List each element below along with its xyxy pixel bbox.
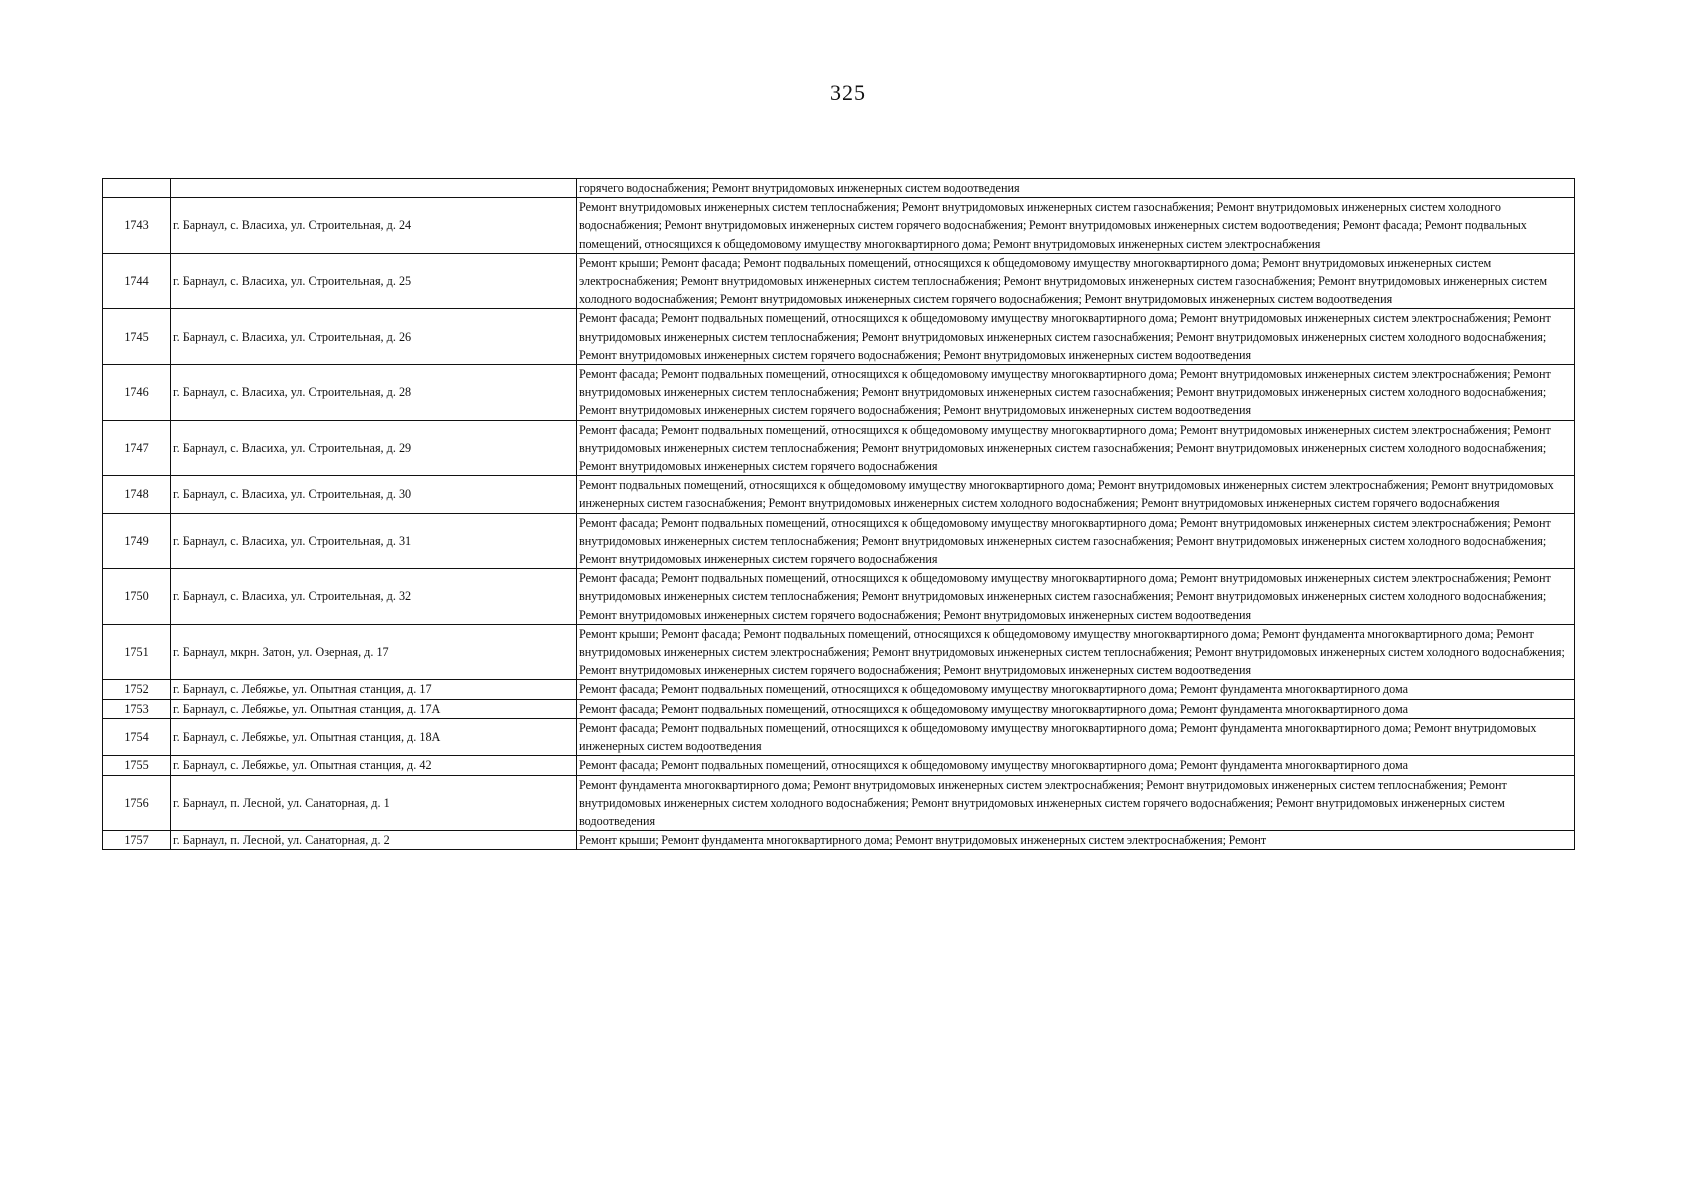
row-works: Ремонт фасада; Ремонт подвальных помещений, относящихся к общедомовому имуществу многоквартирного дома; Ремонт внутридомовых инженерных систем электроснабжения; Ремонт внутридомовых инженерных систем теплоснабжения; Ремонт внутридомовых инженерных систем газоснабжения; Ремонт внутридомовых инженерных систем холодного водоснабжения; Ремонт внутридомовых инженерных систем горячего водоснабжения; Ремонт внутридомовых инженерных систем водоотведения xyxy=(577,569,1575,625)
table-row xyxy=(103,831,1575,850)
table-row xyxy=(103,718,1575,755)
table-row xyxy=(103,420,1575,476)
row-number: 1745 xyxy=(103,309,171,365)
row-address: г. Барнаул, с. Власиха, ул. Строительная, д. 32 xyxy=(171,569,577,625)
row-works: Ремонт фасада; Ремонт подвальных помещений, относящихся к общедомовому имуществу многоквартирного дома; Ремонт фундамента многоквартирного дома xyxy=(577,756,1575,775)
row-address: г. Барнаул, с. Власиха, ул. Строительная, д. 26 xyxy=(171,309,577,365)
row-works: Ремонт фасада; Ремонт подвальных помещений, относящихся к общедомовому имуществу многоквартирного дома; Ремонт фундамента многоквартирного дома; Ремонт внутридомовых инженерных систем водоотведения xyxy=(577,718,1575,755)
page-number: 325 xyxy=(830,80,866,105)
row-works: Ремонт фасада; Ремонт подвальных помещений, относящихся к общедомовому имуществу многоквартирного дома; Ремонт внутридомовых инженерных систем электроснабжения; Ремонт внутридомовых инженерных систем теплоснабжения; Ремонт внутридомовых инженерных систем газоснабжения; Ремонт внутридомовых инженерных систем холодного водоснабжения; Ремонт внутридомовых инженерных систем горячего водоснабжения; Ремонт внутридомовых инженерных систем водоотведения xyxy=(577,309,1575,365)
table-row xyxy=(103,569,1575,625)
table-row xyxy=(103,179,1575,198)
table-row xyxy=(103,309,1575,365)
row-number: 1753 xyxy=(103,699,171,718)
row-works: Ремонт фасада; Ремонт подвальных помещений, относящихся к общедомовому имуществу многоквартирного дома; Ремонт внутридомовых инженерных систем электроснабжения; Ремонт внутридомовых инженерных систем теплоснабжения; Ремонт внутридомовых инженерных систем газоснабжения; Ремонт внутридомовых инженерных систем холодного водоснабжения; Ремонт внутридомовых инженерных систем горячего водоснабжения; Ремонт внутридомовых инженерных систем водоотведения xyxy=(577,365,1575,421)
row-works: Ремонт фасада; Ремонт подвальных помещений, относящихся к общедомовому имуществу многоквартирного дома; Ремонт фундамента многоквартирного дома xyxy=(577,699,1575,718)
table-row xyxy=(103,513,1575,569)
row-address: г. Барнаул, с. Власиха, ул. Строительная, д. 28 xyxy=(171,365,577,421)
table-row xyxy=(103,699,1575,718)
row-works: Ремонт фасада; Ремонт подвальных помещений, относящихся к общедомовому имуществу многоквартирного дома; Ремонт внутридомовых инженерных систем электроснабжения; Ремонт внутридомовых инженерных систем теплоснабжения; Ремонт внутридомовых инженерных систем газоснабжения; Ремонт внутридомовых инженерных систем холодного водоснабжения; Ремонт внутридомовых инженерных систем горячего водоснабжения xyxy=(577,420,1575,476)
row-address: г. Барнаул, с. Власиха, ул. Строительная, д. 24 xyxy=(171,198,577,254)
row-number: 1746 xyxy=(103,365,171,421)
row-number: 1754 xyxy=(103,718,171,755)
table-row xyxy=(103,680,1575,699)
table-row xyxy=(103,365,1575,421)
row-number: 1752 xyxy=(103,680,171,699)
table-row xyxy=(103,775,1575,831)
row-address: г. Барнаул, с. Лебяжье, ул. Опытная станция, д. 17А xyxy=(171,699,577,718)
table-row xyxy=(103,198,1575,254)
row-address: г. Барнаул, п. Лесной, ул. Санаторная, д. 1 xyxy=(171,775,577,831)
row-number xyxy=(103,179,171,198)
table-row xyxy=(103,476,1575,513)
row-works: горячего водоснабжения; Ремонт внутридомовых инженерных систем водоотведения xyxy=(577,179,1575,198)
row-number: 1751 xyxy=(103,624,171,680)
row-address: г. Барнаул, с. Власиха, ул. Строительная, д. 31 xyxy=(171,513,577,569)
row-address xyxy=(171,179,577,198)
table-row xyxy=(103,624,1575,680)
row-number: 1749 xyxy=(103,513,171,569)
row-number: 1755 xyxy=(103,756,171,775)
row-address: г. Барнаул, с. Лебяжье, ул. Опытная станция, д. 17 xyxy=(171,680,577,699)
row-works: Ремонт фасада; Ремонт подвальных помещений, относящихся к общедомовому имуществу многоквартирного дома; Ремонт внутридомовых инженерных систем электроснабжения; Ремонт внутридомовых инженерных систем теплоснабжения; Ремонт внутридомовых инженерных систем газоснабжения; Ремонт внутридомовых инженерных систем холодного водоснабжения; Ремонт внутридомовых инженерных систем горячего водоснабжения xyxy=(577,513,1575,569)
row-address: г. Барнаул, с. Лебяжье, ул. Опытная станция, д. 42 xyxy=(171,756,577,775)
table-row xyxy=(103,253,1575,309)
row-works: Ремонт подвальных помещений, относящихся к общедомовому имуществу многоквартирного дома; Ремонт внутридомовых инженерных систем электроснабжения; Ремонт внутридомовых инженерных систем газоснабжения; Ремонт внутридомовых инженерных систем холодного водоснабжения; Ремонт внутридомовых инженерных систем горячего водоснабжения xyxy=(577,476,1575,513)
row-number: 1748 xyxy=(103,476,171,513)
row-address: г. Барнаул, с. Власиха, ул. Строительная, д. 30 xyxy=(171,476,577,513)
row-number: 1743 xyxy=(103,198,171,254)
table-row xyxy=(103,756,1575,775)
row-number: 1750 xyxy=(103,569,171,625)
row-works: Ремонт фундамента многоквартирного дома; Ремонт внутридомовых инженерных систем электроснабжения; Ремонт внутридомовых инженерных систем теплоснабжения; Ремонт внутридомовых инженерных систем холодного водоснабжения; Ремонт внутридомовых инженерных систем горячего водоснабжения; Ремонт внутридомовых инженерных систем водоотведения xyxy=(577,775,1575,831)
row-number: 1756 xyxy=(103,775,171,831)
row-works: Ремонт внутридомовых инженерных систем теплоснабжения; Ремонт внутридомовых инженерных систем газоснабжения; Ремонт внутридомовых инженерных систем холодного водоснабжения; Ремонт внутридомовых инженерных систем горячего водоснабжения; Ремонт внутридомовых инженерных систем водоотведения; Ремонт фасада; Ремонт подвальных помещений, относящихся к общедомовому имуществу многоквартирного дома; Ремонт внутридомовых инженерных систем электроснабжения xyxy=(577,198,1575,254)
row-address: г. Барнаул, с. Власиха, ул. Строительная, д. 29 xyxy=(171,420,577,476)
row-works: Ремонт крыши; Ремонт фундамента многоквартирного дома; Ремонт внутридомовых инженерных систем электроснабжения; Ремонт xyxy=(577,831,1575,850)
registry-table xyxy=(102,178,1575,850)
row-works: Ремонт крыши; Ремонт фасада; Ремонт подвальных помещений, относящихся к общедомовому имуществу многоквартирного дома; Ремонт фундамента многоквартирного дома; Ремонт внутридомовых инженерных систем электроснабжения; Ремонт внутридомовых инженерных систем теплоснабжения; Ремонт внутридомовых инженерных систем холодного водоснабжения; Ремонт внутридомовых инженерных систем горячего водоснабжения; Ремонт внутридомовых инженерных систем водоотведения xyxy=(577,624,1575,680)
row-address: г. Барнаул, п. Лесной, ул. Санаторная, д. 2 xyxy=(171,831,577,850)
row-address: г. Барнаул, мкрн. Затон, ул. Озерная, д. 17 xyxy=(171,624,577,680)
row-address: г. Барнаул, с. Власиха, ул. Строительная, д. 25 xyxy=(171,253,577,309)
row-works: Ремонт крыши; Ремонт фасада; Ремонт подвальных помещений, относящихся к общедомовому имуществу многоквартирного дома; Ремонт внутридомовых инженерных систем электроснабжения; Ремонт внутридомовых инженерных систем теплоснабжения; Ремонт внутридомовых инженерных систем газоснабжения; Ремонт внутридомовых инженерных систем холодного водоснабжения; Ремонт внутридомовых инженерных систем горячего водоснабжения; Ремонт внутридомовых инженерных систем водоотведения xyxy=(577,253,1575,309)
row-works: Ремонт фасада; Ремонт подвальных помещений, относящихся к общедомовому имуществу многоквартирного дома; Ремонт фундамента многоквартирного дома xyxy=(577,680,1575,699)
row-number: 1757 xyxy=(103,831,171,850)
row-number: 1747 xyxy=(103,420,171,476)
row-number: 1744 xyxy=(103,253,171,309)
row-address: г. Барнаул, с. Лебяжье, ул. Опытная станция, д. 18А xyxy=(171,718,577,755)
